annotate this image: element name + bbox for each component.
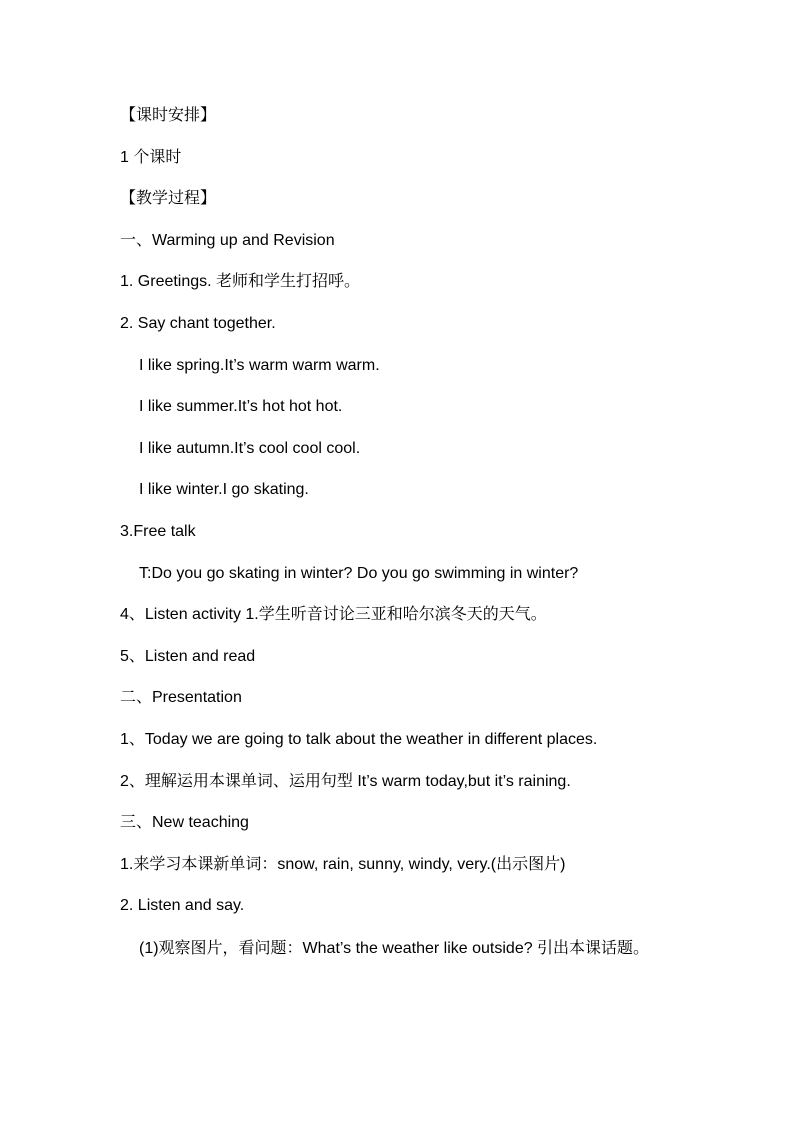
- step-say-chant: 2. Say chant together.: [120, 314, 276, 332]
- chant-line-autumn: I like autumn.It’s cool cool cool.: [139, 439, 361, 457]
- document-body: [120, 106, 680, 991]
- observe-picture-text: (1)观察图片，看问题：What’s the weather like outside? 引出本课话题。: [139, 939, 650, 957]
- step-free-talk: 3.Free talk: [120, 522, 196, 540]
- part-heading-presentation: 二、Presentation: [120, 689, 242, 707]
- paragraph-class-hours: 1 个课时: [120, 148, 182, 166]
- chant-line-summer: I like summer.It’s hot hot hot.: [139, 398, 343, 416]
- free-talk-question: T:Do you go skating in winter? Do you go swimming in winter?: [139, 564, 579, 582]
- step-listen-read: 5、Listen and read: [120, 647, 256, 665]
- observe-picture-paragraph: [120, 928, 680, 970]
- step-listen-activity: 4、Listen activity 1.学生听音讨论三亚和哈尔滨冬天的天气。: [120, 606, 547, 624]
- chant-line-spring: I like spring.It’s warm warm warm.: [139, 356, 380, 374]
- new-teaching-item-2: 2. Listen and say.: [120, 897, 245, 915]
- part-heading-new-teaching: 三、New teaching: [120, 814, 249, 832]
- part-heading-warming-up: 一、Warming up and Revision: [120, 231, 335, 249]
- new-teaching-item-1: 1.来学习本课新单词：snow, rain, sunny, windy, very.(出示图片): [120, 855, 566, 873]
- section-heading-process: 【教学过程】: [120, 190, 217, 208]
- presentation-item-1: 1、Today we are going to talk about the weather in different places.: [120, 730, 598, 748]
- step-greetings: 1. Greetings. 老师和学生打招呼。: [120, 273, 361, 291]
- chant-line-winter: I like winter.I go skating.: [139, 481, 309, 499]
- section-heading-schedule: 【课时安排】: [120, 107, 217, 124]
- presentation-item-2: 2、理解运用本课单词、运用句型 It’s warm today,but it’s raining.: [120, 772, 571, 790]
